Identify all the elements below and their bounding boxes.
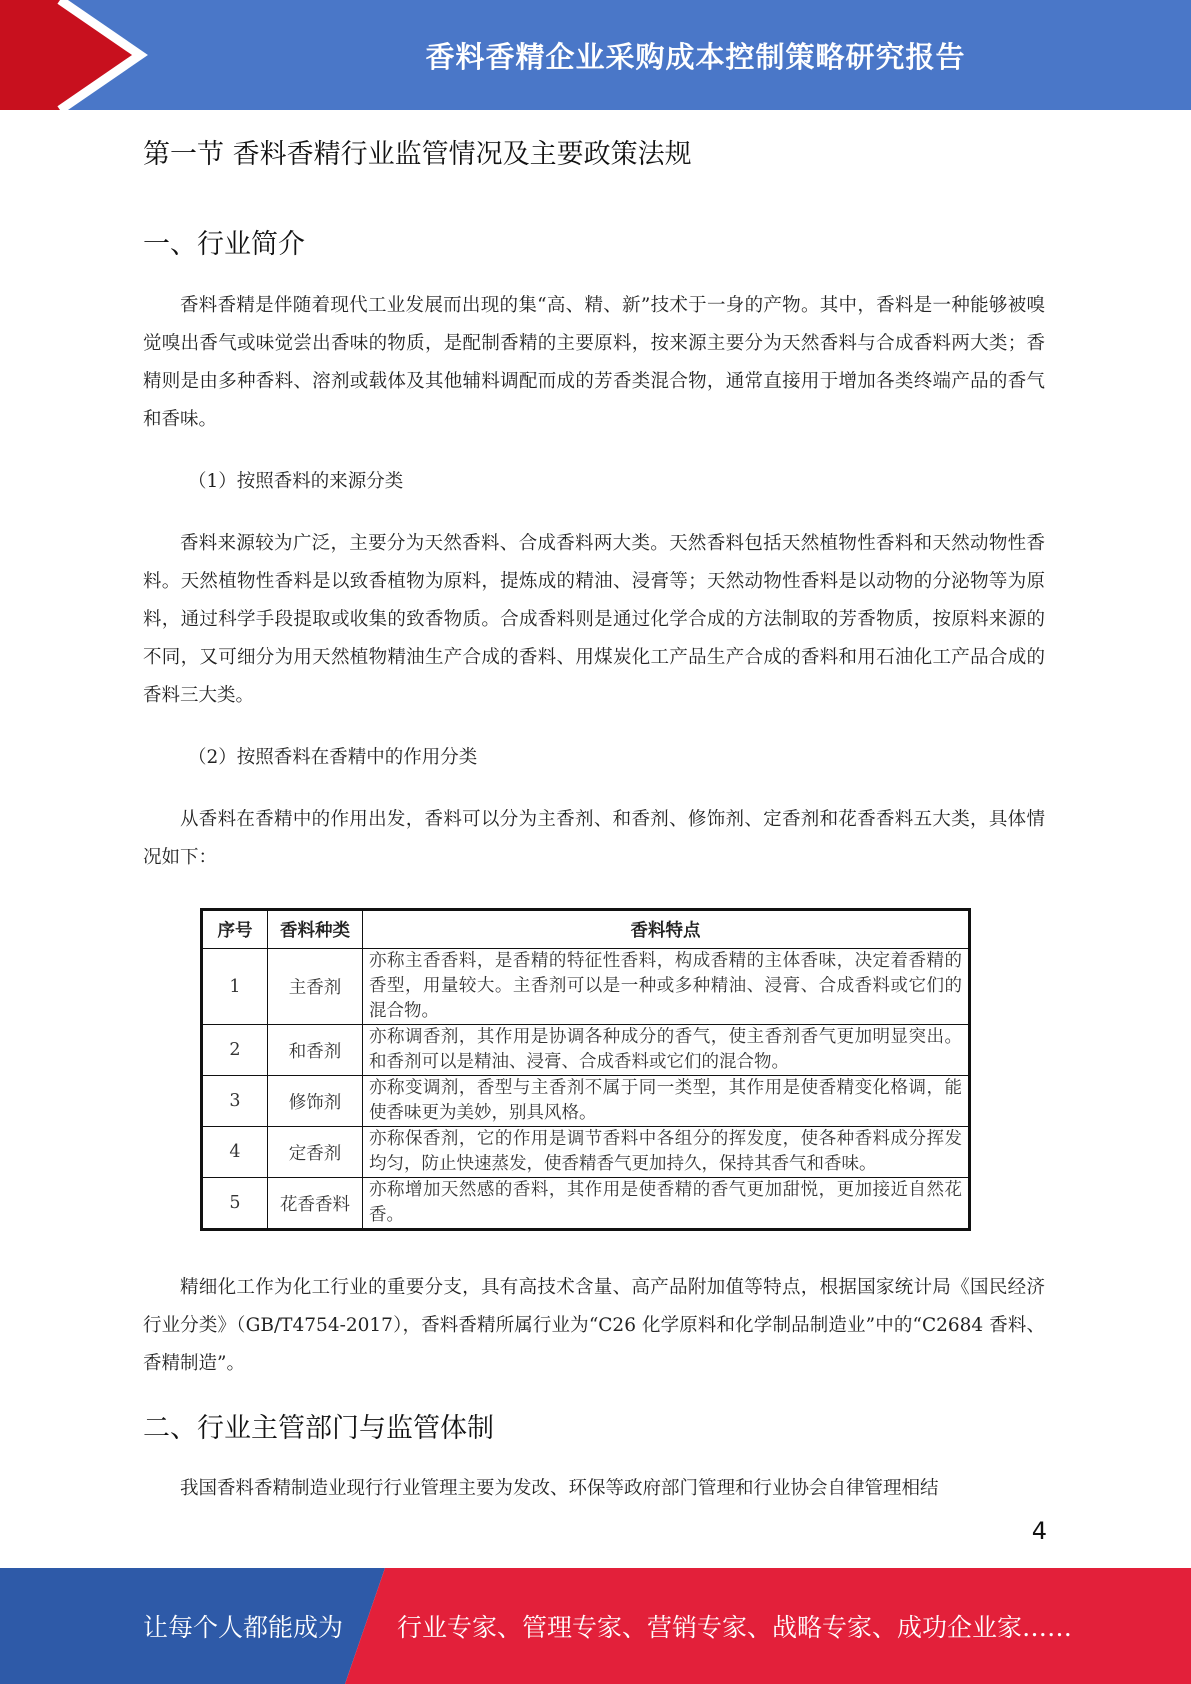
table-cell-desc: 亦称调香剂，其作用是协调各种成分的香气，使主香剂香气更加明显突出。和香剂可以是精油、浸膏、合成香料或它们的混合物。 bbox=[363, 1025, 970, 1076]
fragrance-type-table bbox=[200, 908, 971, 1231]
heading-industry-intro: 一、行业简介 bbox=[143, 229, 305, 260]
table-cell-type: 定香剂 bbox=[268, 1127, 363, 1178]
table-row bbox=[202, 1076, 970, 1127]
subheading-function-classification: （2）按照香料在香精中的作用分类 bbox=[188, 747, 478, 768]
table-header-desc: 香料特点 bbox=[363, 910, 970, 949]
paragraph-intro: 香料香精是伴随着现代工业发展而出现的集“高、精、新”技术于一身的产物。其中，香料是一种能够被嗅觉嗅出香气或味觉尝出香味的物质，是配制香精的主要原料，按来源主要分为天然香料与合成香料两大类；香精则是由多种香料、溶剂或载体及其他辅料调配而成的芳香类混合物，通常直接用于增加各类终端产品的香气和香味。 bbox=[143, 295, 1045, 430]
header-arrow-logo bbox=[0, 0, 160, 110]
table-cell-no: 1 bbox=[202, 949, 268, 1025]
footer-slogan-left: 让每个人都能成为 bbox=[143, 1613, 344, 1642]
table-cell-no: 4 bbox=[202, 1127, 268, 1178]
page-number: 4 bbox=[1031, 1517, 1047, 1545]
table-header-row bbox=[202, 910, 970, 949]
table-cell-desc: 亦称主香香料，是香精的特征性香料，构成香精的主体香味，决定着香精的香型，用量较大。主香剂可以是一种或多种精油、浸膏、合成香料或它们的混合物。 bbox=[363, 949, 970, 1025]
page-footer bbox=[0, 1568, 1191, 1684]
table-cell-no: 3 bbox=[202, 1076, 268, 1127]
table-cell-type: 主香剂 bbox=[268, 949, 363, 1025]
table-cell-type: 和香剂 bbox=[268, 1025, 363, 1076]
paragraph-source: 香料来源较为广泛，主要分为天然香料、合成香料两大类。天然香料包括天然植物性香料和天然动物性香料。天然植物性香料是以致香植物为原料，提炼成的精油、浸膏等；天然动物性香料是以动物的分泌物等为原料，通过科学手段提取或收集的致香物质。合成香料则是通过化学合成的方法制取的芳香物质，按原料来源的不同，又可细分为用天然植物精油生产合成的香料、用煤炭化工产品生产合成的香料和用石油化工产品合成的香料三大类。 bbox=[143, 533, 1045, 706]
table-row bbox=[202, 949, 970, 1025]
paragraph-classification-standard: 精细化工作为化工行业的重要分支，具有高技术含量、高产品附加值等特点，根据国家统计局《国民经济行业分类》（GB/T4754-2017），香料香精所属行业为“C26 化学原料和化学制品制造业”中的“C2684 香料、香精制造”。 bbox=[143, 1277, 1045, 1374]
table-cell-desc: 亦称增加天然感的香料，其作用是使香精的香气更加甜悦，更加接近自然花香。 bbox=[363, 1178, 970, 1230]
subheading-source-classification: （1）按照香料的来源分类 bbox=[188, 471, 404, 492]
section-title: 第一节 香料香精行业监管情况及主要政策法规 bbox=[143, 139, 692, 170]
report-title: 香料香精企业采购成本控制策略研究报告 bbox=[425, 39, 966, 74]
table-cell-desc: 亦称变调剂，香型与主香剂不属于同一类型，其作用是使香精变化格调，能使香味更为美妙，别具风格。 bbox=[363, 1076, 970, 1127]
table-row bbox=[202, 1025, 970, 1076]
table-row bbox=[202, 1127, 970, 1178]
page-header bbox=[0, 0, 1191, 110]
table-cell-desc: 亦称保香剂，它的作用是调节香料中各组分的挥发度，使各种香料成分挥发均匀，防止快速蒸发，使香精香气更加持久，保持其香气和香味。 bbox=[363, 1127, 970, 1178]
paragraph-regulatory: 我国香料香精制造业现行行业管理主要为发改、环保等政府部门管理和行业协会自律管理相结 bbox=[180, 1478, 939, 1499]
table-row bbox=[202, 1178, 970, 1230]
table-cell-type: 花香香料 bbox=[268, 1178, 363, 1230]
footer-slogan-right: 行业专家、管理专家、营销专家、战略专家、成功企业家…… bbox=[397, 1613, 1073, 1642]
heading-regulatory-system: 二、行业主管部门与监管体制 bbox=[143, 1413, 494, 1444]
table-cell-no: 2 bbox=[202, 1025, 268, 1076]
table-header-type: 香料种类 bbox=[268, 910, 363, 949]
table-cell-type: 修饰剂 bbox=[268, 1076, 363, 1127]
table-header-no: 序号 bbox=[202, 910, 268, 949]
table-cell-no: 5 bbox=[202, 1178, 268, 1230]
paragraph-function: 从香料在香精中的作用出发，香料可以分为主香剂、和香剂、修饰剂、定香剂和花香香料五大类，具体情况如下： bbox=[143, 809, 1045, 868]
